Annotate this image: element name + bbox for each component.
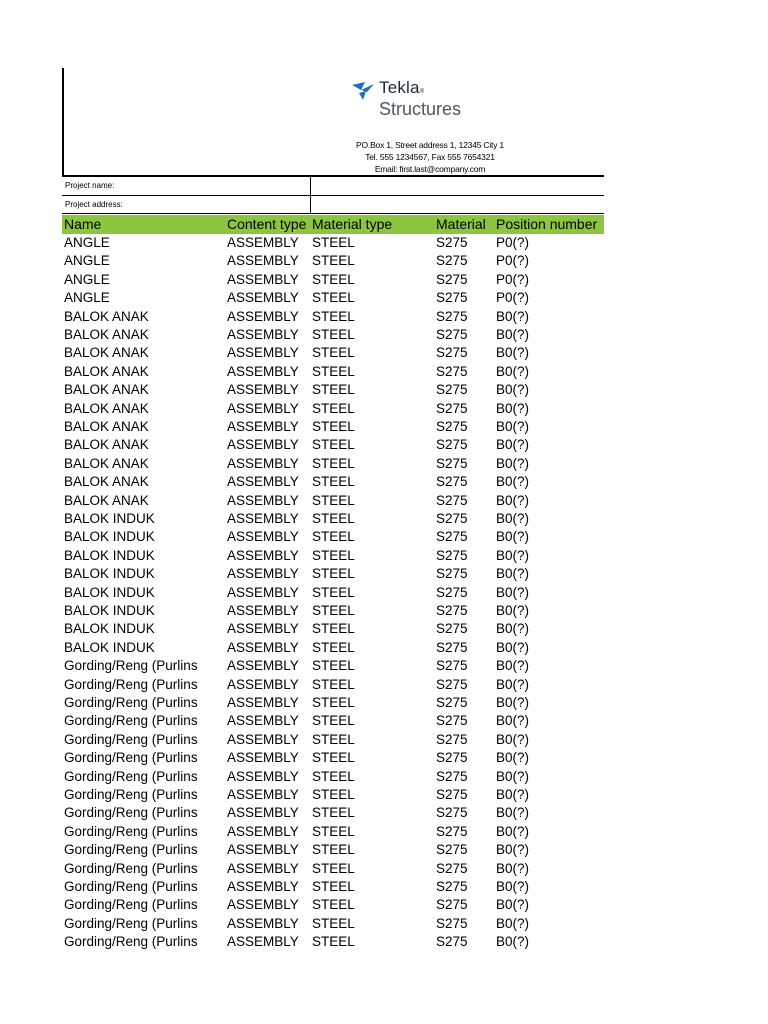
cell-position-number: B0(?) xyxy=(496,639,530,655)
cell-position-number: B0(?) xyxy=(496,547,530,563)
cell-material: S275 xyxy=(436,750,468,766)
project-name-label: Project name: xyxy=(65,181,115,190)
cell-material: S275 xyxy=(436,474,468,490)
cell-content-type: ASSEMBLY xyxy=(227,400,299,416)
table-row xyxy=(62,878,604,896)
cell-material-type: STEEL xyxy=(312,658,355,674)
cell-content-type: ASSEMBLY xyxy=(227,547,299,563)
cell-position-number: B0(?) xyxy=(496,566,530,582)
cell-content-type: ASSEMBLY xyxy=(227,437,299,453)
cell-name: Gording/Reng (Purlins xyxy=(64,695,198,710)
cell-material-type: STEEL xyxy=(312,290,355,306)
cell-material-type: STEEL xyxy=(312,639,355,655)
table-row xyxy=(62,547,604,565)
cell-material: S275 xyxy=(436,400,468,416)
cell-material: S275 xyxy=(436,787,468,802)
cell-position-number: B0(?) xyxy=(496,511,530,526)
cell-name: Gording/Reng (Purlins xyxy=(64,805,198,821)
cell-position-number: B0(?) xyxy=(496,382,530,398)
cell-material-type: STEEL xyxy=(312,621,355,637)
cell-name: Gording/Reng (Purlins xyxy=(64,842,198,858)
cell-content-type: ASSEMBLY xyxy=(227,603,299,618)
table-row xyxy=(62,381,604,399)
cell-name: BALOK ANAK xyxy=(64,400,149,416)
table-row xyxy=(62,252,604,270)
left-border-line xyxy=(62,68,64,176)
cell-material: S275 xyxy=(436,603,468,618)
cell-material: S275 xyxy=(436,768,468,784)
cell-material: S275 xyxy=(436,584,468,600)
cell-content-type: ASSEMBLY xyxy=(227,713,299,729)
table-row xyxy=(62,326,604,344)
cell-material: S275 xyxy=(436,547,468,563)
cell-content-type: ASSEMBLY xyxy=(227,639,299,655)
cell-content-type: ASSEMBLY xyxy=(227,529,299,545)
cell-content-type: ASSEMBLY xyxy=(227,345,299,361)
cell-material: S275 xyxy=(436,621,468,637)
table-row xyxy=(62,400,604,418)
table-row xyxy=(62,234,604,252)
table-row xyxy=(62,289,604,307)
cell-material: S275 xyxy=(436,915,468,931)
table-row xyxy=(62,584,604,602)
cell-material-type: STEEL xyxy=(312,400,355,416)
cell-name: ANGLE xyxy=(64,290,110,306)
cell-name: BALOK ANAK xyxy=(64,363,149,379)
cell-material: S275 xyxy=(436,437,468,453)
cell-material: S275 xyxy=(436,823,468,839)
logo-name xyxy=(379,78,424,98)
column-header-name: Name xyxy=(64,216,102,232)
cell-position-number: P0(?) xyxy=(496,253,530,269)
cell-name: Gording/Reng (Purlins xyxy=(64,750,198,766)
cell-content-type: ASSEMBLY xyxy=(227,308,299,324)
cell-content-type: ASSEMBLY xyxy=(227,768,299,784)
project-bottom-divider xyxy=(62,213,604,214)
cell-material-type: STEEL xyxy=(312,787,355,802)
table-row xyxy=(62,308,604,326)
cell-position-number: B0(?) xyxy=(496,731,530,747)
tekla-logo-icon xyxy=(352,82,374,100)
table-header xyxy=(62,215,604,234)
cell-material-type: STEEL xyxy=(312,382,355,398)
cell-content-type: ASSEMBLY xyxy=(227,750,299,766)
cell-name: ANGLE xyxy=(64,235,110,250)
cell-material: S275 xyxy=(436,676,468,692)
cell-name: Gording/Reng (Purlins xyxy=(64,713,198,729)
table-row xyxy=(62,768,604,786)
table-row xyxy=(62,933,604,951)
cell-position-number: P0(?) xyxy=(496,271,530,287)
cell-name: BALOK ANAK xyxy=(64,419,149,434)
cell-name: Gording/Reng (Purlins xyxy=(64,731,198,747)
cell-name: Gording/Reng (Purlins xyxy=(64,823,198,839)
cell-position-number: B0(?) xyxy=(496,455,530,471)
cell-material-type: STEEL xyxy=(312,419,355,434)
cell-name: BALOK INDUK xyxy=(64,621,155,637)
cell-material: S275 xyxy=(436,492,468,508)
cell-material: S275 xyxy=(436,529,468,545)
cell-position-number: B0(?) xyxy=(496,805,530,821)
project-column-divider xyxy=(310,177,311,213)
table-row xyxy=(62,694,604,712)
cell-position-number: B0(?) xyxy=(496,713,530,729)
cell-material: S275 xyxy=(436,566,468,582)
cell-content-type: ASSEMBLY xyxy=(227,621,299,637)
cell-material-type: STEEL xyxy=(312,529,355,545)
cell-material: S275 xyxy=(436,271,468,287)
cell-material-type: STEEL xyxy=(312,566,355,582)
cell-material: S275 xyxy=(436,860,468,876)
cell-material-type: STEEL xyxy=(312,308,355,324)
table-row xyxy=(62,473,604,491)
column-header-content-type: Content type xyxy=(227,216,307,232)
cell-material: S275 xyxy=(436,382,468,398)
table-row xyxy=(62,915,604,933)
cell-content-type: ASSEMBLY xyxy=(227,823,299,839)
cell-material-type: STEEL xyxy=(312,327,355,342)
cell-material-type: STEEL xyxy=(312,363,355,379)
table-row xyxy=(62,602,604,620)
cell-material-type: STEEL xyxy=(312,345,355,361)
cell-material-type: STEEL xyxy=(312,695,355,710)
cell-material: S275 xyxy=(436,639,468,655)
cell-content-type: ASSEMBLY xyxy=(227,915,299,931)
cell-content-type: ASSEMBLY xyxy=(227,934,299,950)
cell-content-type: ASSEMBLY xyxy=(227,879,299,894)
cell-name: BALOK ANAK xyxy=(64,382,149,398)
cell-name: BALOK ANAK xyxy=(64,308,149,324)
cell-name: Gording/Reng (Purlins xyxy=(64,934,198,950)
column-header-position-number: Position number xyxy=(496,216,598,232)
cell-material: S275 xyxy=(436,455,468,471)
table-row xyxy=(62,528,604,546)
cell-position-number: B0(?) xyxy=(496,842,530,858)
cell-position-number: B0(?) xyxy=(496,584,530,600)
cell-content-type: ASSEMBLY xyxy=(227,327,299,342)
cell-name: Gording/Reng (Purlins xyxy=(64,768,198,784)
cell-name: Gording/Reng (Purlins xyxy=(64,915,198,931)
cell-position-number: B0(?) xyxy=(496,345,530,361)
logo-name-text: Tekla xyxy=(379,78,420,97)
cell-position-number: P0(?) xyxy=(496,235,530,250)
cell-name: BALOK ANAK xyxy=(64,437,149,453)
cell-material: S275 xyxy=(436,363,468,379)
cell-material-type: STEEL xyxy=(312,842,355,858)
cell-material-type: STEEL xyxy=(312,547,355,563)
cell-name: BALOK ANAK xyxy=(64,327,149,342)
cell-position-number: B0(?) xyxy=(496,695,530,710)
cell-material: S275 xyxy=(436,713,468,729)
cell-position-number: B0(?) xyxy=(496,658,530,674)
cell-material-type: STEEL xyxy=(312,455,355,471)
cell-position-number: B0(?) xyxy=(496,879,530,894)
project-row-divider xyxy=(62,195,604,196)
cell-material-type: STEEL xyxy=(312,915,355,931)
cell-content-type: ASSEMBLY xyxy=(227,842,299,858)
cell-content-type: ASSEMBLY xyxy=(227,584,299,600)
column-header-material-type: Material type xyxy=(312,216,393,232)
cell-material-type: STEEL xyxy=(312,511,355,526)
table-row xyxy=(62,492,604,510)
cell-name: Gording/Reng (Purlins xyxy=(64,879,198,894)
cell-position-number: P0(?) xyxy=(496,290,530,306)
cell-content-type: ASSEMBLY xyxy=(227,566,299,582)
address-line-2: Tel. 555 1234567, Fax 555 7654321 xyxy=(365,152,495,162)
cell-name: Gording/Reng (Purlins xyxy=(64,897,198,913)
cell-material-type: STEEL xyxy=(312,823,355,839)
cell-material: S275 xyxy=(436,308,468,324)
table-row xyxy=(62,804,604,822)
cell-material: S275 xyxy=(436,934,468,950)
cell-material: S275 xyxy=(436,345,468,361)
cell-material-type: STEEL xyxy=(312,603,355,618)
cell-material-type: STEEL xyxy=(312,235,355,250)
cell-content-type: ASSEMBLY xyxy=(227,787,299,802)
cell-position-number: B0(?) xyxy=(496,860,530,876)
cell-name: BALOK INDUK xyxy=(64,566,155,582)
cell-name: BALOK INDUK xyxy=(64,511,155,526)
cell-material: S275 xyxy=(436,879,468,894)
table-row xyxy=(62,639,604,657)
cell-name: BALOK ANAK xyxy=(64,474,149,490)
table-row xyxy=(62,749,604,767)
cell-content-type: ASSEMBLY xyxy=(227,455,299,471)
cell-material-type: STEEL xyxy=(312,584,355,600)
table-row xyxy=(62,565,604,583)
cell-content-type: ASSEMBLY xyxy=(227,492,299,508)
cell-content-type: ASSEMBLY xyxy=(227,253,299,269)
cell-material: S275 xyxy=(436,253,468,269)
cell-name: BALOK ANAK xyxy=(64,492,149,508)
cell-content-type: ASSEMBLY xyxy=(227,897,299,913)
cell-content-type: ASSEMBLY xyxy=(227,695,299,710)
cell-position-number: B0(?) xyxy=(496,474,530,490)
cell-position-number: B0(?) xyxy=(496,934,530,950)
cell-material-type: STEEL xyxy=(312,879,355,894)
cell-material-type: STEEL xyxy=(312,676,355,692)
cell-material: S275 xyxy=(436,419,468,434)
cell-content-type: ASSEMBLY xyxy=(227,805,299,821)
cell-content-type: ASSEMBLY xyxy=(227,860,299,876)
table-row xyxy=(62,786,604,804)
table-row xyxy=(62,418,604,436)
cell-material: S275 xyxy=(436,327,468,342)
cell-material-type: STEEL xyxy=(312,474,355,490)
cell-position-number: B0(?) xyxy=(496,419,530,434)
table-row xyxy=(62,455,604,473)
cell-material: S275 xyxy=(436,658,468,674)
table-row xyxy=(62,676,604,694)
logo-registered-mark: ® xyxy=(419,89,425,95)
cell-material: S275 xyxy=(436,235,468,250)
cell-position-number: B0(?) xyxy=(496,897,530,913)
cell-content-type: ASSEMBLY xyxy=(227,363,299,379)
cell-name: Gording/Reng (Purlins xyxy=(64,860,198,876)
cell-name: ANGLE xyxy=(64,253,110,269)
cell-content-type: ASSEMBLY xyxy=(227,474,299,490)
cell-material-type: STEEL xyxy=(312,271,355,287)
cell-content-type: ASSEMBLY xyxy=(227,382,299,398)
cell-name: BALOK ANAK xyxy=(64,345,149,361)
cell-name: Gording/Reng (Purlins xyxy=(64,658,198,674)
cell-position-number: B0(?) xyxy=(496,529,530,545)
table-row xyxy=(62,344,604,362)
cell-position-number: B0(?) xyxy=(496,308,530,324)
cell-material-type: STEEL xyxy=(312,437,355,453)
cell-material: S275 xyxy=(436,695,468,710)
table-row xyxy=(62,436,604,454)
cell-material-type: STEEL xyxy=(312,731,355,747)
cell-name: Gording/Reng (Purlins xyxy=(64,676,198,692)
cell-position-number: B0(?) xyxy=(496,327,530,342)
cell-content-type: ASSEMBLY xyxy=(227,419,299,434)
cell-position-number: B0(?) xyxy=(496,603,530,618)
cell-material-type: STEEL xyxy=(312,897,355,913)
cell-name: BALOK ANAK xyxy=(64,455,149,471)
cell-material-type: STEEL xyxy=(312,750,355,766)
cell-content-type: ASSEMBLY xyxy=(227,271,299,287)
cell-content-type: ASSEMBLY xyxy=(227,658,299,674)
cell-position-number: B0(?) xyxy=(496,437,530,453)
cell-content-type: ASSEMBLY xyxy=(227,511,299,526)
cell-content-type: ASSEMBLY xyxy=(227,676,299,692)
cell-content-type: ASSEMBLY xyxy=(227,235,299,250)
table-row xyxy=(62,860,604,878)
cell-position-number: B0(?) xyxy=(496,768,530,784)
cell-position-number: B0(?) xyxy=(496,915,530,931)
table-row xyxy=(62,896,604,914)
table-row xyxy=(62,657,604,675)
cell-material-type: STEEL xyxy=(312,934,355,950)
cell-material: S275 xyxy=(436,897,468,913)
table-row xyxy=(62,712,604,730)
cell-material: S275 xyxy=(436,731,468,747)
cell-content-type: ASSEMBLY xyxy=(227,290,299,306)
cell-name: Gording/Reng (Purlins xyxy=(64,787,198,802)
cell-material: S275 xyxy=(436,805,468,821)
cell-material-type: STEEL xyxy=(312,253,355,269)
cell-material: S275 xyxy=(436,290,468,306)
cell-material-type: STEEL xyxy=(312,768,355,784)
column-header-material: Material xyxy=(436,216,486,232)
cell-position-number: B0(?) xyxy=(496,400,530,416)
cell-position-number: B0(?) xyxy=(496,492,530,508)
table-row xyxy=(62,823,604,841)
address-line-3: Email: first.last@company.com xyxy=(374,164,486,174)
cell-name: BALOK INDUK xyxy=(64,603,155,618)
project-address-label: Project address: xyxy=(65,200,123,209)
table-row xyxy=(62,363,604,381)
cell-material-type: STEEL xyxy=(312,492,355,508)
cell-material: S275 xyxy=(436,511,468,526)
cell-position-number: B0(?) xyxy=(496,750,530,766)
table-row xyxy=(62,620,604,638)
cell-position-number: B0(?) xyxy=(496,621,530,637)
cell-material-type: STEEL xyxy=(312,713,355,729)
cell-material-type: STEEL xyxy=(312,860,355,876)
cell-name: BALOK INDUK xyxy=(64,639,155,655)
table-row xyxy=(62,510,604,528)
cell-position-number: B0(?) xyxy=(496,823,530,839)
cell-position-number: B0(?) xyxy=(496,363,530,379)
cell-material-type: STEEL xyxy=(312,805,355,821)
cell-position-number: B0(?) xyxy=(496,676,530,692)
cell-name: BALOK INDUK xyxy=(64,547,155,563)
cell-content-type: ASSEMBLY xyxy=(227,731,299,747)
cell-name: BALOK INDUK xyxy=(64,529,155,545)
table-row xyxy=(62,731,604,749)
cell-name: BALOK INDUK xyxy=(64,584,155,600)
logo-product-name: Structures xyxy=(379,99,462,119)
cell-name: ANGLE xyxy=(64,271,110,287)
cell-material: S275 xyxy=(436,842,468,858)
cell-position-number: B0(?) xyxy=(496,787,530,802)
table-row xyxy=(62,841,604,859)
header-divider xyxy=(62,175,604,177)
address-line-1: PO.Box 1, Street address 1, 12345 City 1 xyxy=(356,140,504,150)
table-row xyxy=(62,271,604,289)
